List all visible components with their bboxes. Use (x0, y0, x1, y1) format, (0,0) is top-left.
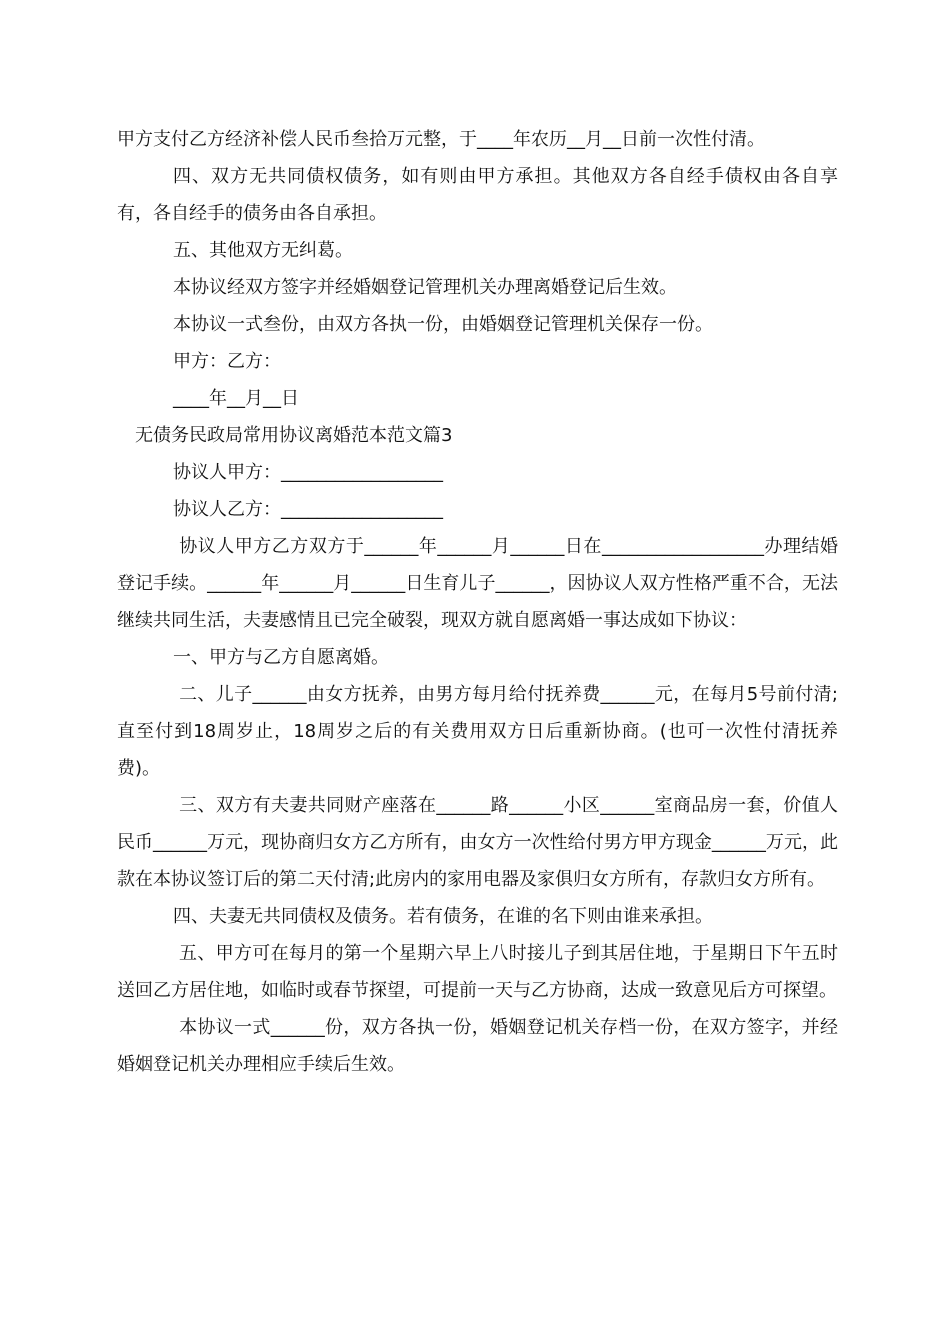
paragraph-no-disputes: 五、其他双方无纠葛。 (173, 240, 353, 261)
party-b-line: 协议人乙方：__________________ (173, 499, 443, 520)
paragraph-clause-2: 二、儿子______由女方抚养，由男方每月给付抚养费______元，在每月5号前付清;直至付到18周岁止，18周岁之后的有关费用双方日后重新协商。(也可一次性付清抚养费)。 (117, 684, 838, 779)
party-a-line: 协议人甲方：__________________ (173, 462, 443, 483)
paragraph-compensation: 甲方支付乙方经济补偿人民币叁拾万元整，于____年农历__月__日前一次性付清。 (117, 129, 765, 150)
paragraph-date: ____年__月__日 (173, 388, 299, 409)
paragraph-marriage-registration: 协议人甲方乙方双方于______年______月______日在__________________办理结婚登记手续。______年______月______日生育儿子______，因协议人双方性格严重不合，无法继续共同生活，夫妻感情且已完全破裂，现双方就自愿离婚一事达成如下协议： (117, 536, 838, 631)
paragraph-clause-1: 一、甲方与乙方自愿离婚。 (173, 647, 389, 668)
paragraph-effective: 本协议经双方签字并经婚姻登记管理机关办理离婚登记后生效。 (173, 277, 677, 298)
paragraph-clause-4: 四、夫妻无共同债权及债务。若有债务，在谁的名下则由谁来承担。 (173, 906, 713, 927)
paragraph-clause-5: 五、甲方可在每月的第一个星期六早上八时接儿子到其居住地，于星期日下午五时送回乙方居住地，如临时或春节探望，可提前一天与乙方协商，达成一致意见后方可探望。 (117, 943, 838, 1001)
paragraph-closing: 本协议一式______份，双方各执一份，婚姻登记机关存档一份，在双方签字，并经婚姻登记机关办理相应手续后生效。 (117, 1017, 838, 1075)
paragraph-debts: 四、双方无共同债权债务，如有则由甲方承担。其他双方各自经手债权由各自享有，各自经手的债务由各自承担。 (117, 166, 838, 224)
paragraph-copies: 本协议一式叁份，由双方各执一份，由婚姻登记管理机关保存一份。 (173, 314, 713, 335)
paragraph-clause-3: 三、双方有夫妻共同财产座落在______路______小区______室商品房一套，价值人民币______万元，现协商归女方乙方所有，由女方一次性给付男方甲方现金______万元，此款在本协议签订后的第二天付清;此房内的家用电器及家俱归女方所有，存款归女方所有。 (117, 795, 838, 890)
section-heading: 无债务民政局常用协议离婚范本范文篇3 (135, 425, 453, 446)
paragraph-signatures: 甲方：乙方： (173, 351, 281, 372)
